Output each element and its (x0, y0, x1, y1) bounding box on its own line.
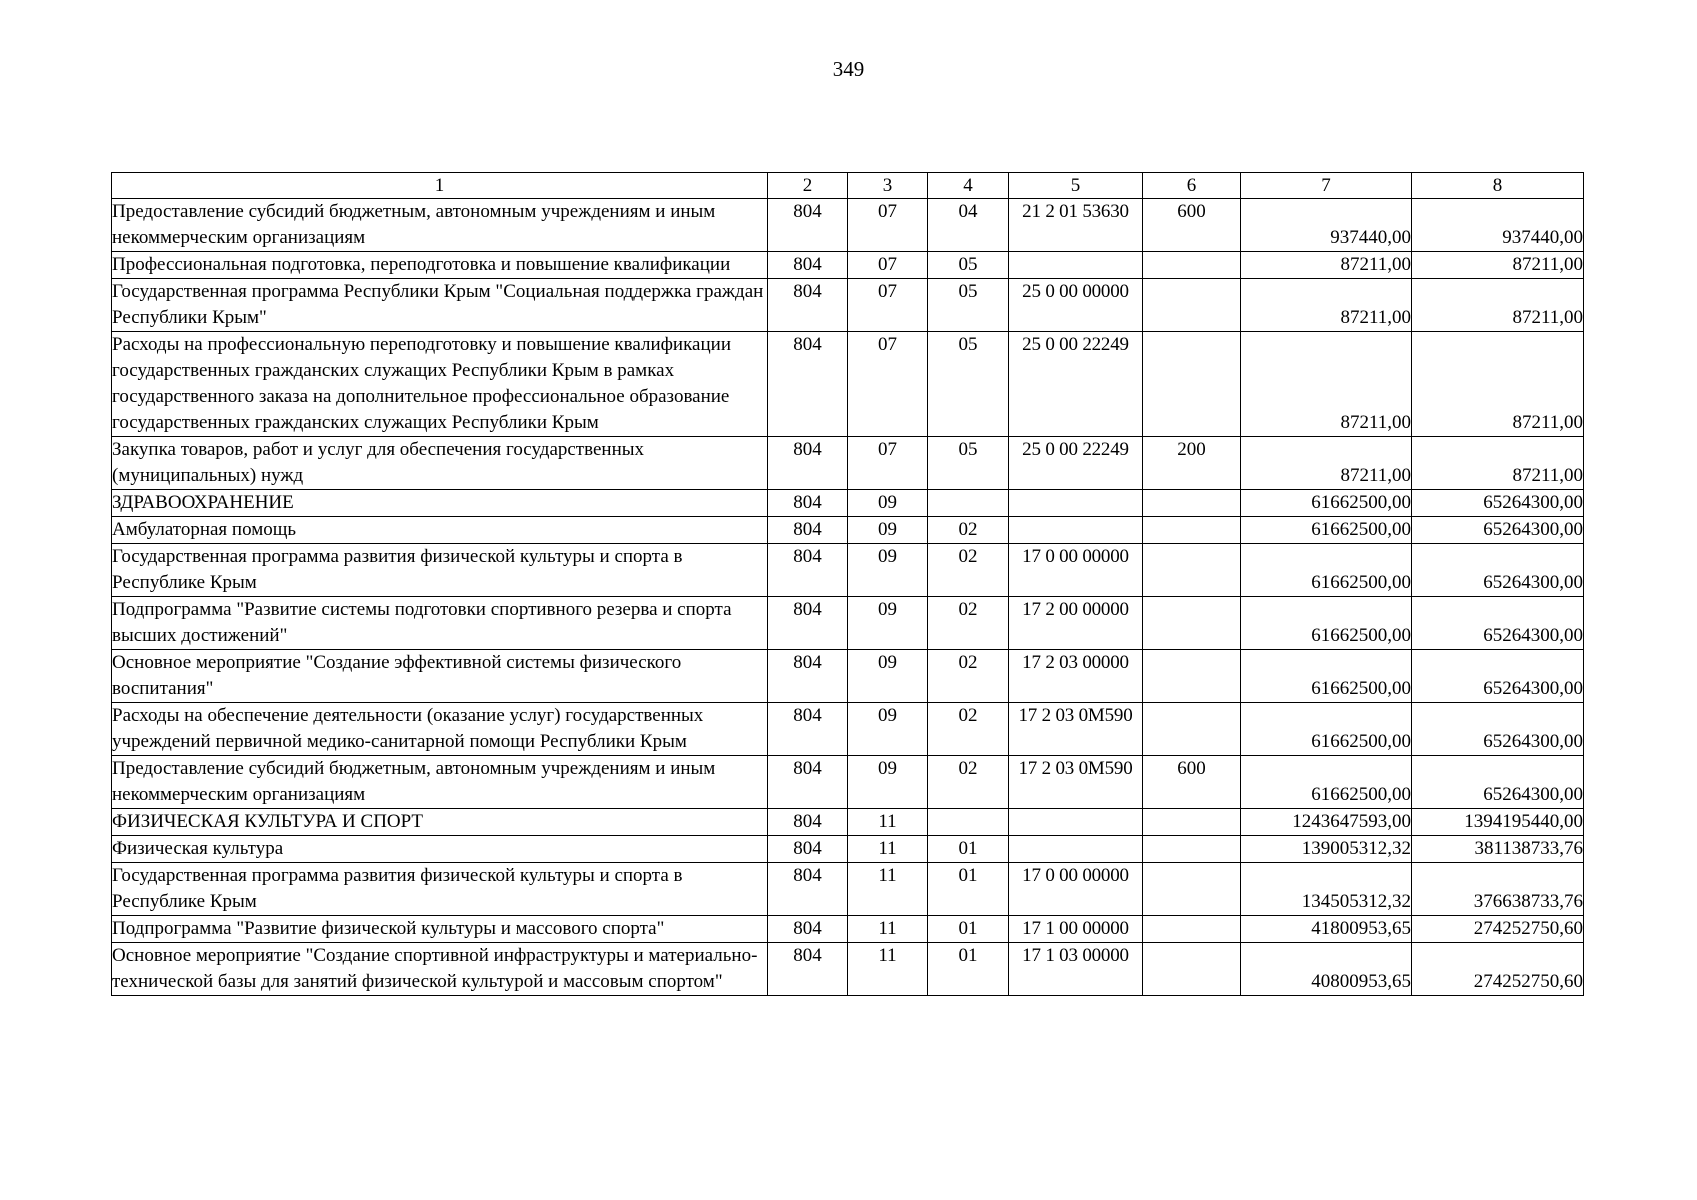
section-code-cell: 09 (848, 544, 928, 597)
section-code-cell: 11 (848, 863, 928, 916)
amount-year1-cell: 61662500,00 (1241, 597, 1412, 650)
target-article-cell: 17 1 03 00000 (1009, 943, 1143, 996)
table-row (112, 544, 1584, 597)
row-name-cell: Амбулаторная помощь (112, 517, 768, 544)
grbs-code-cell: 804 (768, 916, 848, 943)
amount-year2-cell: 274252750,60 (1412, 943, 1584, 996)
target-article-cell (1009, 517, 1143, 544)
expense-type-cell (1143, 597, 1241, 650)
grbs-code-cell: 804 (768, 490, 848, 517)
subsection-code-cell: 01 (928, 863, 1009, 916)
amount-year2-cell: 65264300,00 (1412, 650, 1584, 703)
row-name-cell: Государственная программа Республики Крым "Социальная поддержка граждан Республики Крым" (112, 279, 768, 332)
target-article-cell: 17 0 00 00000 (1009, 544, 1143, 597)
expense-type-cell (1143, 544, 1241, 597)
expense-type-cell (1143, 836, 1241, 863)
table-row (112, 279, 1584, 332)
subsection-code-cell: 01 (928, 916, 1009, 943)
grbs-code-cell: 804 (768, 756, 848, 809)
grbs-code-cell: 804 (768, 650, 848, 703)
subsection-code-cell: 02 (928, 703, 1009, 756)
amount-year1-cell: 139005312,32 (1241, 836, 1412, 863)
grbs-code-cell: 804 (768, 544, 848, 597)
subsection-code-cell: 02 (928, 756, 1009, 809)
amount-year2-cell: 65264300,00 (1412, 517, 1584, 544)
section-code-cell: 09 (848, 756, 928, 809)
row-name-cell: Расходы на обеспечение деятельности (оказание услуг) государственных учреждений первичной медико-санитарной помощи Республики Крым (112, 703, 768, 756)
grbs-code-cell: 804 (768, 703, 848, 756)
column-header: 3 (848, 173, 928, 199)
target-article-cell (1009, 490, 1143, 517)
amount-year1-cell: 87211,00 (1241, 437, 1412, 490)
page-number: 349 (832, 57, 865, 81)
subsection-code-cell: 02 (928, 597, 1009, 650)
row-name-cell: ЗДРАВООХРАНЕНИЕ (112, 490, 768, 517)
target-article-cell: 25 0 00 22249 (1009, 437, 1143, 490)
table-row (112, 916, 1584, 943)
section-code-cell: 11 (848, 916, 928, 943)
table-row (112, 332, 1584, 437)
row-name-cell: ФИЗИЧЕСКАЯ КУЛЬТУРА И СПОРТ (112, 809, 768, 836)
amount-year1-cell: 1243647593,00 (1241, 809, 1412, 836)
grbs-code-cell: 804 (768, 437, 848, 490)
row-name-cell: Расходы на профессиональную переподготовку и повышение квалификации государственных гражданских служащих Республики Крым в рамках государственного заказа на дополнительное профессиональное образование государственных гражданских служащих Республики Крым (112, 332, 768, 437)
amount-year1-cell: 61662500,00 (1241, 756, 1412, 809)
amount-year1-cell: 87211,00 (1241, 332, 1412, 437)
subsection-code-cell: 05 (928, 437, 1009, 490)
expense-type-cell: 200 (1143, 437, 1241, 490)
column-header: 8 (1412, 173, 1584, 199)
amount-year2-cell: 381138733,76 (1412, 836, 1584, 863)
expense-type-cell (1143, 650, 1241, 703)
subsection-code-cell: 01 (928, 943, 1009, 996)
amount-year2-cell: 87211,00 (1412, 437, 1584, 490)
target-article-cell: 17 0 00 00000 (1009, 863, 1143, 916)
table-row (112, 597, 1584, 650)
expense-type-cell (1143, 332, 1241, 437)
row-name-cell: Основное мероприятие "Создание эффективной системы физического воспитания" (112, 650, 768, 703)
amount-year2-cell: 87211,00 (1412, 332, 1584, 437)
expense-type-cell (1143, 252, 1241, 279)
section-code-cell: 07 (848, 252, 928, 279)
section-code-cell: 07 (848, 279, 928, 332)
row-name-cell: Предоставление субсидий бюджетным, автономным учреждениям и иным некоммерческим организациям (112, 756, 768, 809)
row-name-cell: Предоставление субсидий бюджетным, автономным учреждениям и иным некоммерческим организациям (112, 199, 768, 252)
section-code-cell: 11 (848, 809, 928, 836)
table-row (112, 437, 1584, 490)
expense-type-cell (1143, 279, 1241, 332)
grbs-code-cell: 804 (768, 332, 848, 437)
section-code-cell: 07 (848, 437, 928, 490)
target-article-cell: 17 2 03 0М590 (1009, 703, 1143, 756)
row-name-cell: Государственная программа развития физической культуры и спорта в Республике Крым (112, 544, 768, 597)
table-row (112, 650, 1584, 703)
amount-year2-cell: 376638733,76 (1412, 863, 1584, 916)
table-header-row (112, 173, 1584, 199)
grbs-code-cell: 804 (768, 863, 848, 916)
row-name-cell: Подпрограмма "Развитие физической культуры и массового спорта" (112, 916, 768, 943)
expense-type-cell (1143, 943, 1241, 996)
section-code-cell: 07 (848, 332, 928, 437)
expense-type-cell (1143, 490, 1241, 517)
amount-year1-cell: 134505312,32 (1241, 863, 1412, 916)
column-header: 6 (1143, 173, 1241, 199)
grbs-code-cell: 804 (768, 517, 848, 544)
subsection-code-cell: 05 (928, 332, 1009, 437)
amount-year2-cell: 65264300,00 (1412, 597, 1584, 650)
table-row (112, 943, 1584, 996)
grbs-code-cell: 804 (768, 597, 848, 650)
subsection-code-cell (928, 490, 1009, 517)
amount-year2-cell: 65264300,00 (1412, 544, 1584, 597)
amount-year2-cell: 87211,00 (1412, 279, 1584, 332)
table-row (112, 490, 1584, 517)
target-article-cell: 17 2 03 0М590 (1009, 756, 1143, 809)
row-name-cell: Физическая культура (112, 836, 768, 863)
table-row (112, 836, 1584, 863)
amount-year1-cell: 87211,00 (1241, 279, 1412, 332)
grbs-code-cell: 804 (768, 943, 848, 996)
expense-type-cell (1143, 863, 1241, 916)
row-name-cell: Подпрограмма "Развитие системы подготовки спортивного резерва и спорта высших достижений" (112, 597, 768, 650)
section-code-cell: 11 (848, 943, 928, 996)
amount-year1-cell: 41800953,65 (1241, 916, 1412, 943)
table-row (112, 199, 1584, 252)
grbs-code-cell: 804 (768, 279, 848, 332)
table-row (112, 703, 1584, 756)
expense-type-cell: 600 (1143, 756, 1241, 809)
subsection-code-cell: 02 (928, 650, 1009, 703)
amount-year2-cell: 65264300,00 (1412, 490, 1584, 517)
section-code-cell: 09 (848, 517, 928, 544)
subsection-code-cell: 01 (928, 836, 1009, 863)
expense-type-cell: 600 (1143, 199, 1241, 252)
section-code-cell: 09 (848, 650, 928, 703)
row-name-cell: Профессиональная подготовка, переподготовка и повышение квалификации (112, 252, 768, 279)
table-row (112, 863, 1584, 916)
amount-year1-cell: 61662500,00 (1241, 517, 1412, 544)
grbs-code-cell: 804 (768, 199, 848, 252)
grbs-code-cell: 804 (768, 809, 848, 836)
subsection-code-cell: 05 (928, 279, 1009, 332)
row-name-cell: Закупка товаров, работ и услуг для обеспечения государственных (муниципальных) нужд (112, 437, 768, 490)
section-code-cell: 09 (848, 597, 928, 650)
column-header: 5 (1009, 173, 1143, 199)
amount-year1-cell: 40800953,65 (1241, 943, 1412, 996)
target-article-cell: 17 1 00 00000 (1009, 916, 1143, 943)
amount-year1-cell: 61662500,00 (1241, 650, 1412, 703)
section-code-cell: 09 (848, 703, 928, 756)
expense-type-cell (1143, 916, 1241, 943)
column-header: 4 (928, 173, 1009, 199)
grbs-code-cell: 804 (768, 252, 848, 279)
expense-type-cell (1143, 517, 1241, 544)
amount-year2-cell: 1394195440,00 (1412, 809, 1584, 836)
amount-year1-cell: 937440,00 (1241, 199, 1412, 252)
table-row (112, 517, 1584, 544)
amount-year1-cell: 61662500,00 (1241, 490, 1412, 517)
target-article-cell: 17 2 00 00000 (1009, 597, 1143, 650)
subsection-code-cell: 04 (928, 199, 1009, 252)
amount-year1-cell: 61662500,00 (1241, 544, 1412, 597)
target-article-cell: 25 0 00 22249 (1009, 332, 1143, 437)
table-row (112, 756, 1584, 809)
amount-year2-cell: 274252750,60 (1412, 916, 1584, 943)
amount-year1-cell: 87211,00 (1241, 252, 1412, 279)
subsection-code-cell: 02 (928, 517, 1009, 544)
amount-year2-cell: 937440,00 (1412, 199, 1584, 252)
row-name-cell: Основное мероприятие "Создание спортивной инфраструктуры и материально-технической базы для занятий физической культурой и массовым спортом" (112, 943, 768, 996)
row-name-cell: Государственная программа развития физической культуры и спорта в Республике Крым (112, 863, 768, 916)
expense-type-cell (1143, 703, 1241, 756)
section-code-cell: 11 (848, 836, 928, 863)
column-header: 2 (768, 173, 848, 199)
amount-year1-cell: 61662500,00 (1241, 703, 1412, 756)
amount-year2-cell: 65264300,00 (1412, 756, 1584, 809)
subsection-code-cell: 05 (928, 252, 1009, 279)
target-article-cell (1009, 809, 1143, 836)
section-code-cell: 09 (848, 490, 928, 517)
amount-year2-cell: 87211,00 (1412, 252, 1584, 279)
target-article-cell: 21 2 01 53630 (1009, 199, 1143, 252)
subsection-code-cell (928, 809, 1009, 836)
section-code-cell: 07 (848, 199, 928, 252)
grbs-code-cell: 804 (768, 836, 848, 863)
amount-year2-cell: 65264300,00 (1412, 703, 1584, 756)
column-header: 7 (1241, 173, 1412, 199)
table-row (112, 809, 1584, 836)
subsection-code-cell: 02 (928, 544, 1009, 597)
expense-type-cell (1143, 809, 1241, 836)
target-article-cell (1009, 836, 1143, 863)
column-header: 1 (112, 173, 768, 199)
target-article-cell: 25 0 00 00000 (1009, 279, 1143, 332)
target-article-cell (1009, 252, 1143, 279)
table-row (112, 252, 1584, 279)
budget-table (111, 172, 1584, 996)
target-article-cell: 17 2 03 00000 (1009, 650, 1143, 703)
